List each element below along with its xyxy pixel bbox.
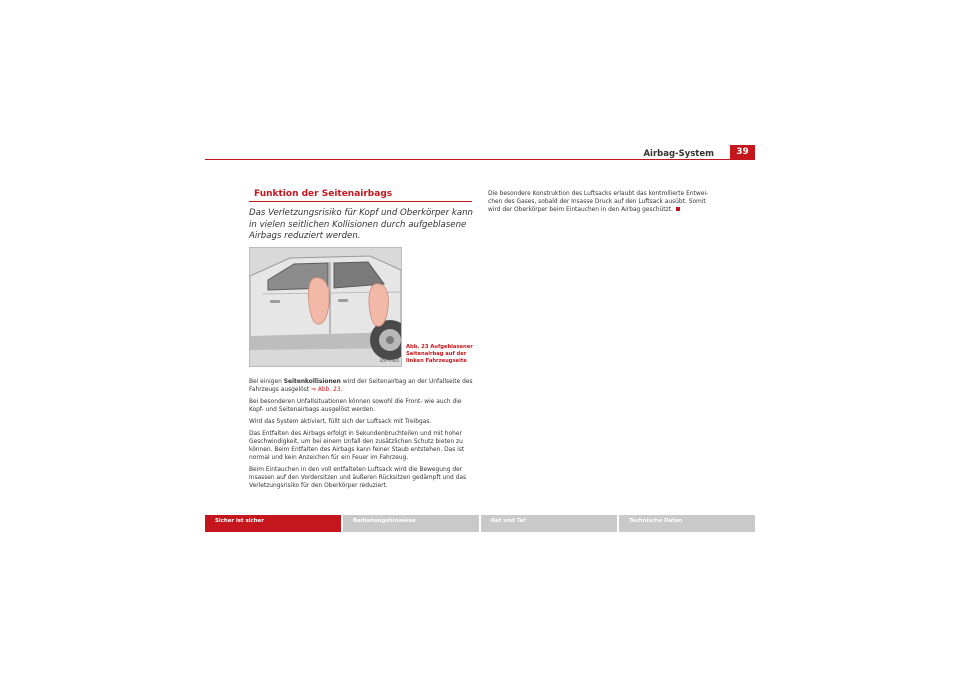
section-title: [249, 189, 472, 202]
right-paragraph-text: Die besondere Konstruktion des Luftsacks erlaubt das kontrollierte Entwei-chen des Gases, sobald der Insasse Druck auf den Luftsack ausübt. Somit wird der Oberkörper beim Eintauchen in den Airbag geschützt.: [488, 191, 709, 214]
page-header-title: Airbag-System: [643, 149, 714, 159]
paragraph-2: Bei besonderen Unfallsituationen können sowohl die Front- wie auch die Kopf- und Seitenairbags ausgelöst werden.: [249, 398, 462, 414]
footer-tab-bedienungshinweise[interactable]: Bedienungshinweise: [343, 515, 479, 532]
p1-text-start: Bei einigen: [249, 379, 284, 385]
p1-bold-term: Seitenkollisionen: [283, 379, 341, 385]
paragraph-3: Wird das System aktiviert, füllt sich der Luftsack mit Treibgas.: [249, 418, 432, 425]
footer-tab-sicher-ist-sicher[interactable]: Sicher ist sicher: [205, 515, 341, 532]
section-end-marker: [676, 207, 680, 211]
side-airbag-figure: [249, 247, 402, 367]
car-side-illustration: [250, 248, 401, 366]
section-lead: Das Verletzungsrisiko für Kopf und Oberkörper kann in vielen seitlichen Kollisionen durch aufgeblasene Airbags reduziert werden.: [249, 208, 473, 241]
figure-code: B5P-0485: [380, 358, 400, 363]
header-rule: [205, 159, 730, 160]
paragraph-5: Beim Eintauchen in den voll entfalteten Luftsack wird die Bewegung der Insassen auf den Vordersitzen und äußeren Rücksitzen gedämpft und das Verletzungsrisiko für den Oberkörper reduziert.: [249, 466, 467, 490]
figure-caption: Abb. 23 Aufgeblasener Seitenairbag auf der linken Fahrzeugseite: [406, 344, 473, 364]
paragraph-1: [249, 378, 474, 394]
section-title-text: Funktion der Seitenairbags: [254, 189, 393, 199]
p1-text-middle: wird der Seitenairbag an der Unfallseite des Fahrzeugs ausgelöst: [249, 379, 473, 394]
page-number: 39: [730, 145, 755, 160]
footer-nav: [205, 515, 755, 532]
body-column-left: [249, 378, 474, 494]
body-column-right: [488, 190, 710, 215]
figure-reference-link[interactable]: ⇒ Abb. 23: [311, 387, 341, 394]
right-paragraph-1: [488, 190, 710, 215]
footer-tab-rat-und-tat[interactable]: Rat und Tat: [481, 515, 617, 532]
footer-tab-technische-daten[interactable]: Technische Daten: [619, 515, 755, 532]
p1-text-end: .: [340, 387, 343, 394]
paragraph-4: Das Entfalten des Airbags erfolgt in Sekundenbruchteilen und mit hoher Geschwindigkeit, um bei einem Unfall den zusätzlichen Schutz bieten zu können. Beim Entfalten des Airbags kann feiner Staub entstehen. Das ist normal und kein Anzeichen für ein Feuer im Fahrzeug.: [249, 430, 465, 462]
